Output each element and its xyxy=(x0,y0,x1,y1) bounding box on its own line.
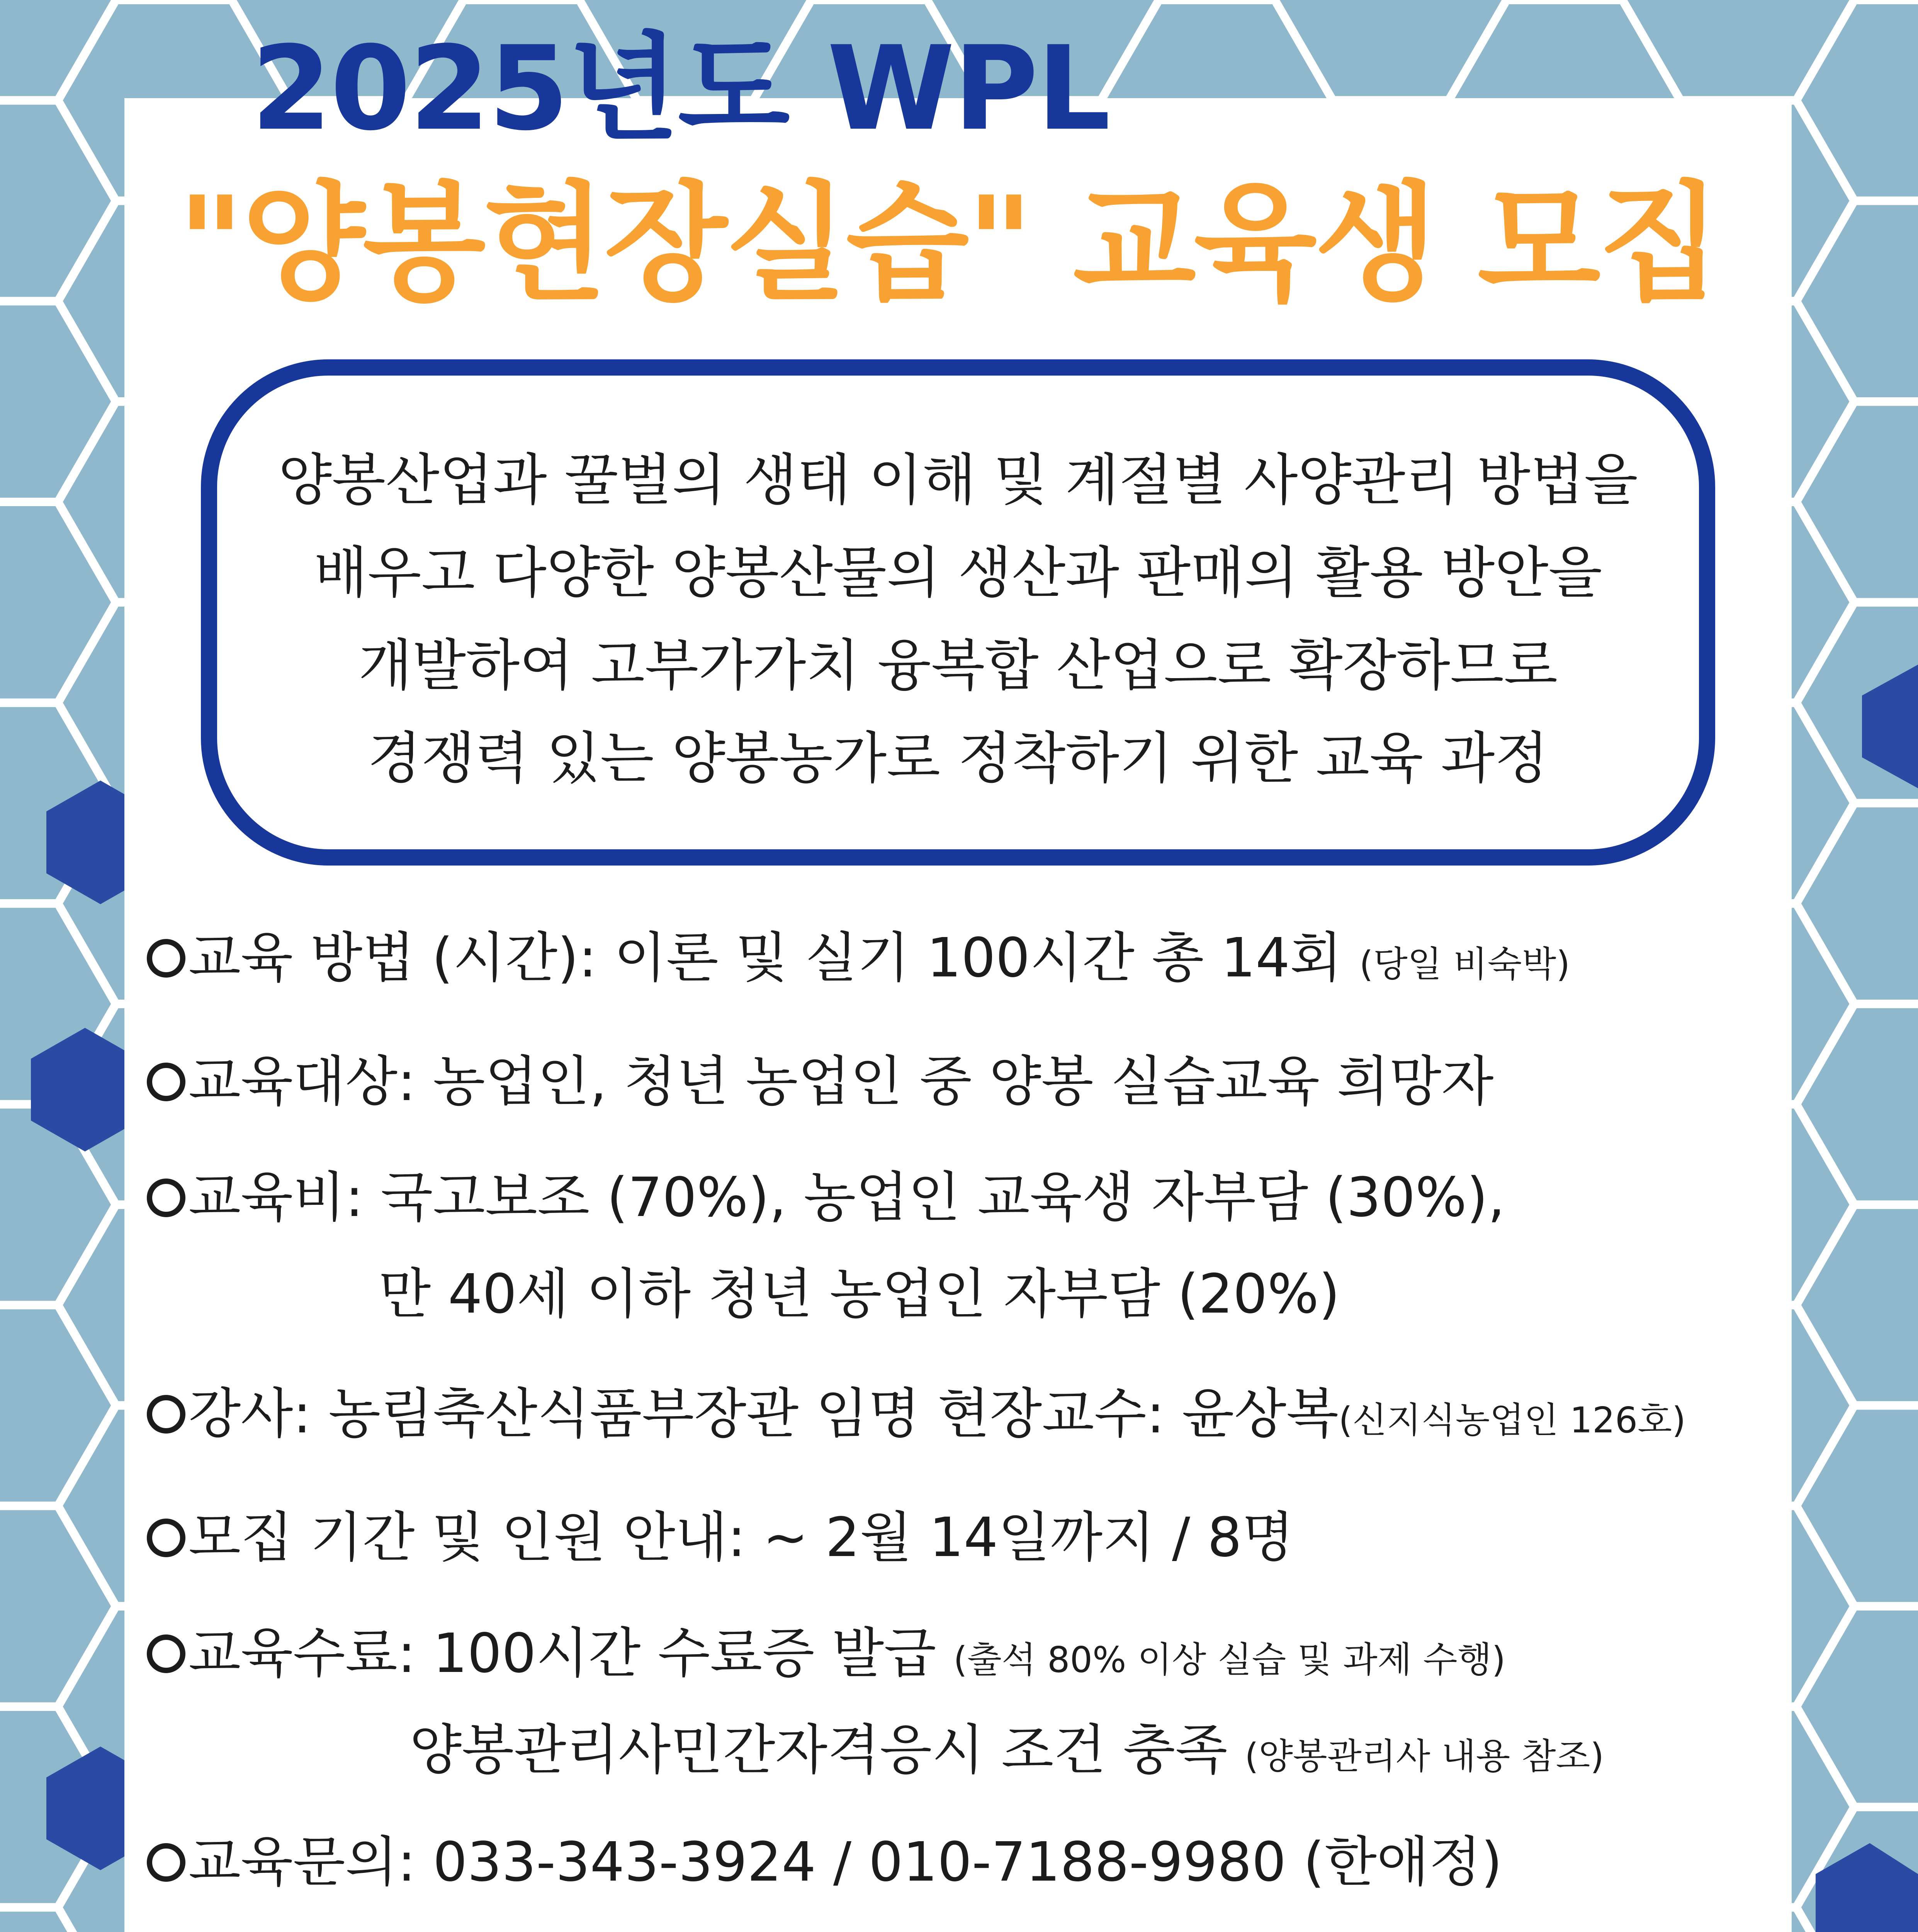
detail-completion-cont: 양봉관리사민간자격응시 조건 충족 (양봉관리사 내용 참조) xyxy=(409,1719,1604,1782)
intro-box xyxy=(201,359,1715,866)
bullet-circle-icon xyxy=(147,1395,185,1434)
detail-cost: 교육비: 국고보조 (70%), 농업인 교육생 자부담 (30%), xyxy=(147,1159,1505,1236)
instructor-note: (신지식농업인 126호) xyxy=(1339,1400,1686,1441)
detail-completion: 교육수료: 100시간 수료증 발급 (출석 80% 이상 실습 및 과제 수행) xyxy=(147,1615,1505,1699)
detail-instructor: 강사: 농림축산식품부장관 임명 현장교수: 윤상복(신지식농업인 126호) xyxy=(147,1376,1686,1459)
method-note: (당일 비숙박) xyxy=(1359,944,1570,985)
detail-recruit: 모집 기간 및 인원 안내: ~ 2월 14일까지 / 8명 xyxy=(147,1499,1294,1577)
title-recruit: "양봉현장실습" 교육생 모집 xyxy=(178,169,1719,318)
bullet-circle-icon xyxy=(147,1519,185,1557)
intro-line: 배우고 다양한 양봉산물의 생산과 판매의 활용 방안을 xyxy=(314,540,1602,605)
bullet-circle-icon xyxy=(147,1179,185,1217)
title-year-wpl: 2025년도 WPL xyxy=(251,21,1109,156)
detail-method: 교육 방법 (시간): 이론 및 실기 100시간 총 14회 (당일 비숙박) xyxy=(147,920,1570,1003)
bullet-circle-icon xyxy=(147,1843,185,1882)
bullet-circle-icon xyxy=(147,1634,185,1673)
bullet-circle-icon xyxy=(147,1063,185,1101)
bullet-circle-icon xyxy=(147,939,185,978)
intro-line: 개발하여 고부가가치 융복합 산업으로 확장하므로 xyxy=(358,633,1558,698)
intro-line: 경쟁력 있는 양봉농가로 정착하기 위한 교육 과정 xyxy=(367,726,1549,791)
detail-cost-cont: 만 40세 이하 청년 농업인 자부담 (20%) xyxy=(379,1263,1340,1326)
intro-line: 양봉산업과 꿀벌의 생태 이해 및 계절별 사양관리 방법을 xyxy=(278,447,1638,512)
completion-cont-note: (양봉관리사 내용 참조) xyxy=(1245,1736,1604,1777)
detail-target: 교육대상: 농업인, 청년 농업인 중 양봉 실습교육 희망자 xyxy=(147,1043,1493,1121)
completion-note: (출석 80% 이상 실습 및 과제 수행) xyxy=(953,1639,1506,1680)
detail-inquiry: 교육문의: 033-343-3924 / 010-7188-9980 (한애정) xyxy=(147,1824,1502,1901)
